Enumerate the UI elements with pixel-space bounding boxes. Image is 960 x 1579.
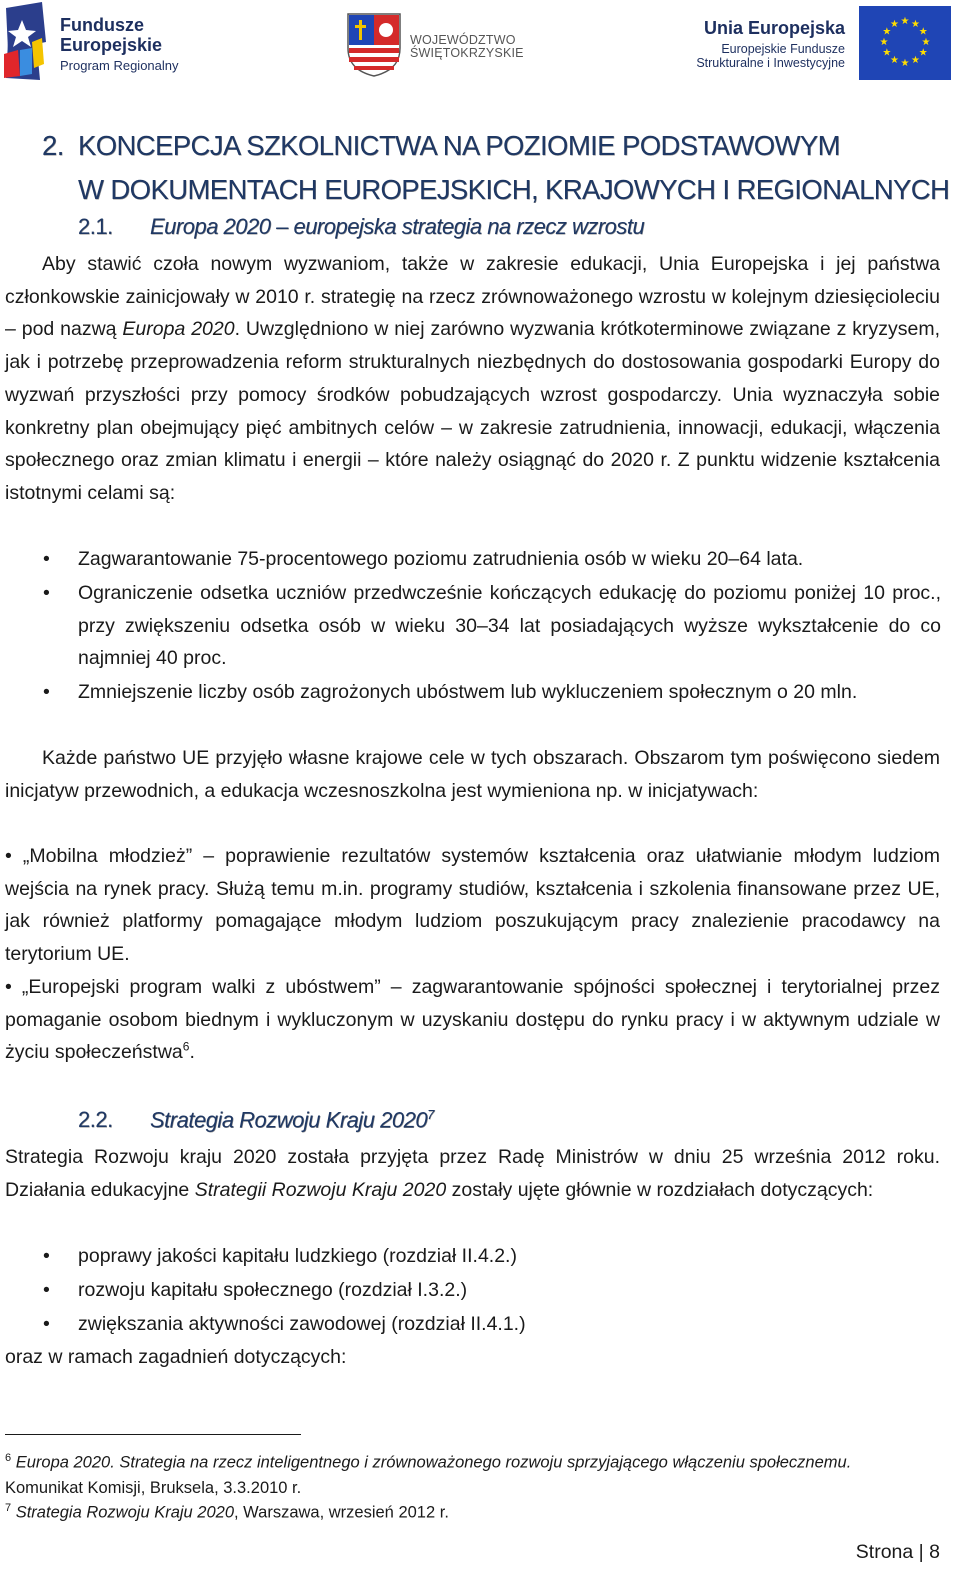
list-item — [43, 543, 941, 576]
fe-logo-line1: Fundusze — [60, 15, 144, 35]
para5-text-c: zostały ujęte głównie w rozdziałach dotyczących: — [446, 1178, 874, 1201]
svg-text:★: ★ — [879, 37, 889, 48]
paragraph-initiatives — [5, 742, 940, 807]
paragraph-strategia-rozwoju — [5, 1141, 940, 1206]
section-2-title-line1: KONCEPCJA SZKOLNICTWA NA POZIOMIE PODSTAWOWYM — [78, 130, 840, 161]
bullet-icon: • — [43, 582, 50, 604]
bullet-icon: • — [43, 1245, 50, 1267]
svg-text:★: ★ — [882, 26, 892, 38]
list-item — [43, 1240, 941, 1273]
footnote-ref-6: 6 — [182, 1039, 190, 1054]
sw-logo-line1: WOJEWÓDZTWO — [410, 33, 516, 47]
para5-text-a: Strategia Rozwoju kraju 2020 została przyjęta przez Radę Ministrów w dniu 25 września 2012 roku. Działania edukacyjne — [5, 1146, 940, 1201]
para1-text-b: Europa 2020 — [122, 318, 235, 341]
page-number: Strona | 8 — [855, 1541, 940, 1563]
svg-text:★: ★ — [890, 18, 899, 30]
fe-star-mark-icon — [2, 2, 52, 82]
list-item — [43, 577, 941, 675]
footnote-6 — [5, 1446, 905, 1501]
footnote-6-rest: Komunikat Komisji, Bruksela, 3.3.2010 r. — [5, 1478, 302, 1497]
swietokrzyskie-logo — [346, 12, 546, 82]
footnote-7-rest: , Warszawa, wrzesień 2012 r. — [234, 1503, 449, 1522]
section-2-heading — [42, 124, 952, 212]
section-2-1-title-rest: – europejska strategia na rzecz wzrostu — [270, 214, 645, 239]
list-item — [43, 1274, 941, 1307]
list-item-text: rozwoju kapitału społecznego (rozdział I.3.2.) — [78, 1279, 468, 1301]
footnote-ref-7: 7 — [427, 1107, 434, 1122]
svg-text:★: ★ — [918, 26, 928, 38]
unia-europejska-logo — [668, 6, 953, 84]
list-item-text: poprawy jakości kapitału ludzkiego (rozdział II.4.2.) — [78, 1245, 517, 1267]
list-item-text: Zagwarantowanie 75-procentowego poziomu zatrudnienia osób w wieku 20–64 lata. — [78, 548, 804, 570]
svg-text:★: ★ — [911, 18, 920, 30]
svg-text:★: ★ — [911, 55, 920, 67]
footnote-6-italic: Europa 2020. Strategia na rzecz inteligentnego i zrównoważonego rozwoju sprzyjającego włączeniu społecznemu. — [15, 1453, 852, 1472]
footnote-divider — [5, 1434, 301, 1435]
section-2-title-line2: W DOKUMENTACH EUROPEJSKICH, KRAJOWYCH I REGIONALNYCH — [78, 174, 950, 205]
section-2-1-heading — [78, 214, 644, 240]
paragraph-oraz — [5, 1341, 940, 1374]
section-2-number: 2. — [42, 130, 64, 161]
fundusze-europejskie-logo — [2, 2, 202, 84]
svg-text:★: ★ — [882, 47, 892, 59]
sw-logo-line2: ŚWIĘTOKRZYSKIE — [410, 46, 524, 61]
bullet-icon: • — [43, 548, 50, 570]
footnote-6-number: 6 — [5, 1452, 12, 1464]
paragraph-europejski-program — [5, 971, 940, 1069]
svg-text:★: ★ — [890, 55, 899, 67]
fe-logo-line2: Europejskie — [60, 35, 163, 55]
para1-text-a: Aby stawić czoła nowym wyzwaniom, także w zakresie edukacji, Unia Europejska i jej państwa członkowskie zainicjowały w 2010 r. strategię na rzecz zrównoważonego wzrostu w kolejnym dziesięcioleciu – pod nazwą — [5, 253, 940, 341]
para6-text: oraz w ramach zagadnień dotyczących: — [5, 1346, 347, 1368]
list-item-text: zwiększania aktywności zawodowej (rozdział II.4.1.) — [78, 1313, 526, 1335]
fe-logo-line3: Program Regionalny — [60, 58, 179, 73]
ue-logo-line2: Europejskie Fundusze — [721, 41, 845, 56]
section-2-2-heading — [78, 1107, 434, 1133]
section-2-1-title-italic: Europa 2020 — [150, 214, 271, 239]
list-item — [43, 676, 941, 709]
svg-text:★: ★ — [900, 58, 910, 69]
ue-logo-line3: Strukturalne i Inwestycyjne — [696, 56, 845, 71]
svg-text:★: ★ — [918, 47, 928, 59]
list-item — [43, 1308, 941, 1341]
footnote-7-number: 7 — [5, 1502, 12, 1514]
section-2-2-number: 2.2. — [78, 1107, 113, 1133]
eu-flag-icon — [859, 6, 951, 80]
para4-text: • „Europejski program walki z ubóstwem” – zagwarantowanie spójności społecznej i terytorialnej przez pomaganie osobom biednym i wykluczonym w uzyskaniu dostępu do rynku pracy i w aktywnym udziale w życiu społeczeństwa — [5, 976, 940, 1064]
section-2-1-number: 2.1. — [78, 214, 113, 239]
paragraph-europa-2020 — [5, 248, 940, 510]
svg-text:★: ★ — [900, 16, 910, 27]
bullet-icon: • — [43, 1279, 50, 1301]
para3-text: • „Mobilna młodzież” – poprawienie rezultatów systemów kształcenia oraz ułatwianie młodym ludziom wejścia na rynek pracy. Służą temu m.in. programy studiów, kształcenia i szkolenia finansowane przez UE, jak również platformy pomagające młodym ludziom poszukującym pracy znalezienie pracodawcy na terytorium UE. — [5, 845, 940, 966]
coat-of-arms-icon — [346, 12, 402, 78]
para2-text: Każde państwo UE przyjęło własne krajowe cele w tych obszarach. Obszarom tym poświęcono siedem inicjatyw przewodnich, a edukacja wczesnoszkolna jest wymieniona np. w inicjatywach: — [5, 747, 940, 802]
ue-logo-line1: Unia Europejska — [703, 18, 845, 38]
section-2-2-title: Strategia Rozwoju Kraju 2020 — [150, 1107, 428, 1133]
para1-text-c: . Uwzględniono w niej zarówno wyzwania krótkoterminowe związane z kryzysem, jak i potrzebę przeprowadzenia reform strukturalnych niezbędnych do dostosowania gospodarki Europy do wyzwań przyszłości przy pomocy środków pobudzających wzrost gospodarczy. Unia wyznaczyła sobie konkretny plan obejmujący pięć ambitnych celów – w zakresie zatrudnienia, innowacji, edukacji, włączenia społecznego oraz zmian klimatu i energii – które należy osiągnąć do 2020 r. Z punktu widzenie kształcenia istotnymi celami są: — [5, 318, 940, 504]
para5-text-b: Strategii Rozwoju Kraju 2020 — [194, 1178, 447, 1201]
para4-end: . — [189, 1041, 195, 1064]
list-item-text: Ograniczenie odsetka uczniów przedwcześnie kończących edukację do poziomu poniżej 10 proc., przy zwiększeniu odsetka osób w wieku 30–34 lat posiadających wyższe wykształcenie do co najmniej 40 proc. — [78, 582, 941, 670]
footnote-7 — [5, 1496, 905, 1526]
footnote-7-italic: Strategia Rozwoju Kraju 2020 — [15, 1503, 235, 1522]
bullet-icon: • — [43, 1313, 50, 1335]
list-item-text: Zmniejszenie liczby osób zagrożonych ubóstwem lub wykluczeniem społecznym o 20 mln. — [78, 681, 858, 703]
paragraph-mobilna-mlodziez — [5, 840, 940, 971]
svg-text:★: ★ — [921, 37, 931, 48]
bullet-icon: • — [43, 681, 50, 703]
